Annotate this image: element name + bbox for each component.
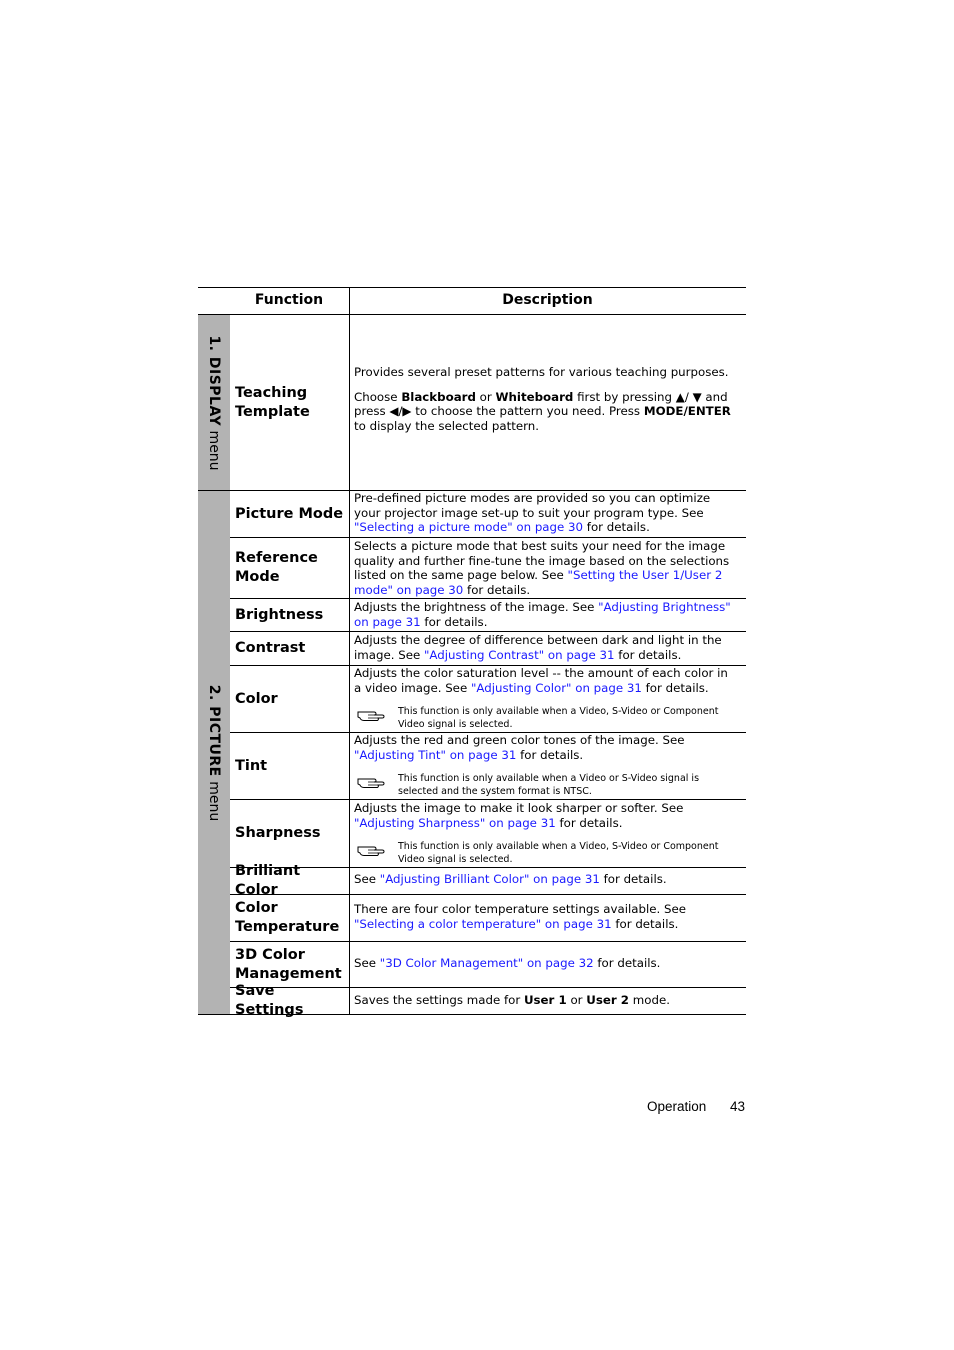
function-3d-color-management: 3D Color Management	[235, 946, 342, 982]
link-tint[interactable]: "Adjusting Tint" on page 31	[354, 747, 517, 762]
function-picture-mode: Picture Mode	[235, 505, 344, 522]
function-description-table	[198, 287, 746, 1018]
link-user-mode[interactable]: "Setting the User 1/User 2 mode" on page 30	[354, 568, 723, 597]
pointing-hand-icon	[356, 707, 386, 723]
up-down-arrow-icon: ▲/ ▼	[675, 389, 702, 404]
desc-contrast: Adjusts the degree of difference between dark and light in the image. See "Adjusting Contrast" on page 31 for details.	[354, 633, 722, 662]
header-description: Description	[502, 292, 593, 308]
link-contrast[interactable]: "Adjusting Contrast" on page 31	[424, 647, 615, 662]
function-contrast: Contrast	[235, 640, 306, 656]
link-brilliant-color[interactable]: "Adjusting Brilliant Color" on page 31	[379, 872, 600, 886]
link-color-temperature[interactable]: "Selecting a color temperature" on page 31	[354, 916, 612, 931]
function-color: Color	[235, 690, 278, 707]
header-function: Function	[254, 292, 324, 308]
pointing-hand-icon	[356, 774, 386, 790]
left-right-arrow-icon: ◀/▶	[389, 404, 412, 419]
function-tint: Tint	[235, 757, 268, 774]
desc-teaching-template: Provides several preset patterns for various teaching purposes. Choose Blackboard or Whiteboard first by pressing ▲/ ▼ and press ◀/▶ to choose the pattern you need. Press MODE/ENTER to display the selected pattern.	[354, 365, 731, 433]
desc-brightness: Adjusts the brightness of the image. See "Adjusting Brightness" on page 31 for details.	[354, 600, 731, 629]
link-picture-mode[interactable]: "Selecting a picture mode" on page 30	[354, 520, 584, 535]
function-sharpness: Sharpness	[235, 825, 321, 841]
desc-brilliant-color: See "Adjusting Brilliant Color" on page 31 for details.	[354, 872, 667, 886]
link-sharpness[interactable]: "Adjusting Sharpness" on page 31	[354, 815, 556, 830]
desc-save-settings: Saves the settings made for User 1 or User 2 mode.	[354, 993, 670, 1007]
link-3d-color-management[interactable]: "3D Color Management" on page 32	[379, 956, 594, 970]
desc-sharpness: Adjusts the image to make it look sharper or softer. See "Adjusting Sharpness" on page 31 for details. This function is only available when a Video, S-Video or Component Video signal is selected.	[354, 801, 738, 866]
desc-picture-mode: Pre-defined picture modes are provided so you can optimize your projector image set-up to suit your program type. See "Selecting a picture mode" on page 30 for details.	[354, 491, 711, 535]
desc-color: Adjusts the color saturation level -- the amount of each color in a video image. See "Adjusting Color" on page 31 for details. This function is only available when a Video, S-Video or Component Video signal is selected.	[354, 666, 738, 731]
section-display-label: 1. DISPLAY menu	[198, 315, 230, 490]
note-color: This function is only available when a Video, S-Video or Component Video signal is selected.	[354, 705, 738, 731]
function-teaching-template: Teaching Template	[235, 384, 310, 420]
link-brightness[interactable]: "Adjusting Brightness" on page 31	[354, 600, 731, 629]
note-tint: This function is only available when a Video or S-Video signal is selected and the system format is NTSC.	[354, 772, 738, 798]
pointing-hand-icon	[356, 842, 386, 858]
footer-page-number: 43	[730, 1099, 746, 1114]
function-color-temperature: Color Temperature	[235, 900, 340, 935]
note-sharpness: This function is only available when a Video, S-Video or Component Video signal is selected.	[354, 840, 738, 866]
link-color[interactable]: "Adjusting Color" on page 31	[470, 680, 642, 695]
desc-color-temperature: There are four color temperature settings available. See "Selecting a color temperature" on page 31 for details.	[354, 902, 687, 931]
function-brilliant-color: Brilliant Color	[235, 863, 301, 898]
section-picture-label: 2. PICTURE menu	[198, 491, 230, 1015]
footer-section: Operation	[647, 1099, 707, 1114]
desc-3d-color-management: See "3D Color Management" on page 32 for details.	[354, 956, 661, 970]
desc-reference-mode: Selects a picture mode that best suits your need for the image quality and further fine-tune the image based on the selections listed on the same page below. See "Setting the User 1/User 2 mode" on page 30 for details.	[354, 539, 730, 597]
function-brightness: Brightness	[235, 606, 324, 623]
function-save-settings: Save Settings	[235, 983, 304, 1018]
function-reference-mode: Reference Mode	[235, 550, 318, 585]
desc-tint: Adjusts the red and green color tones of the image. See "Adjusting Tint" on page 31 for details. This function is only available when a Video or S-Video signal is selected and the system format is NTSC.	[354, 733, 738, 798]
